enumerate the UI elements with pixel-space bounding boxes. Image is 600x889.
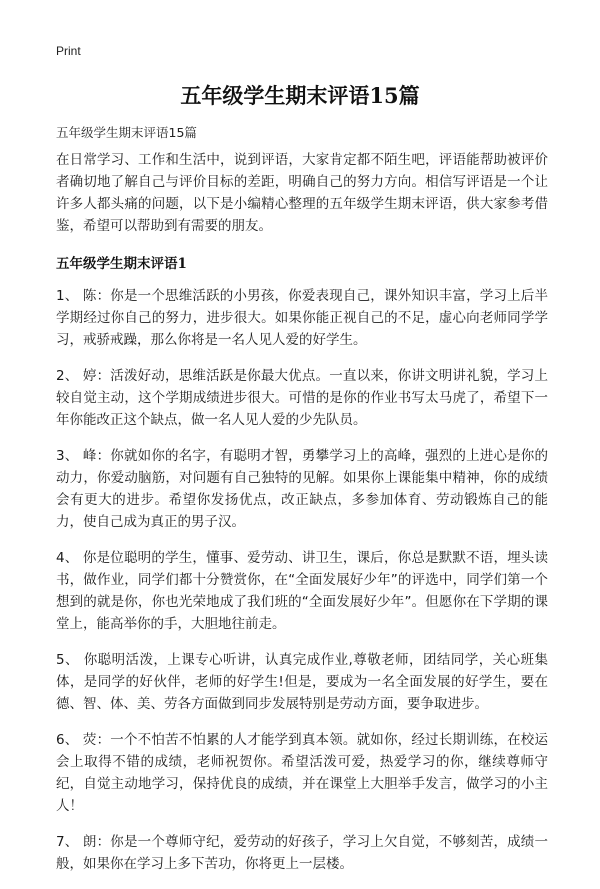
- comment-paragraph-5: 5、 你聪明活泼，上课专心听讲，认真完成作业,尊敬老师，团结同学，关心班集体，是同学的好伙伴，老师的好学生!但是，要成为一名全面发展的好学生，要在德、智、体、美、劳各方面做到同步发展特别是劳动方面，要争取进步。: [56, 652, 548, 712]
- comment-paragraph-6: 6、 荧：一个不怕苦不怕累的人才能学到真本领。就如你，经过长期训练，在校运会上取得不错的成绩，老师祝贺你。希望活泼可爱，热爱学习的你，继续尊师守纪，自觉主动地学习，保持优良的成绩，并在课堂上大胆举手发言，做学习的小主人！: [56, 732, 548, 814]
- document-body: [56, 149, 548, 889]
- intro-paragraph: 在日常学习、工作和生活中，说到评语，大家肯定都不陌生吧，评语能帮助被评价者确切地了解自己与评价目标的差距，明确自己的努力方向。相信写评语是一个让许多人都头痛的问题，以下是小编精心整理的五年级学生期末评语，供大家参考借鉴，希望可以帮助到有需要的朋友。: [56, 152, 548, 234]
- print-link[interactable]: Print: [56, 44, 81, 58]
- comment-paragraph-2: 2、 婷：活泼好动，思维活跃是你最大优点。一直以来，你讲文明讲礼貌，学习上较自觉主动，这个学期成绩进步很大。可惜的是你的作业书写太马虎了，希望下一年你能改正这个缺点，做一名人见人爱的少先队员。: [56, 368, 548, 428]
- comment-paragraph-1: 1、 陈：你是一个思维活跃的小男孩，你爱表现自己，课外知识丰富，学习上后半学期经过你自己的努力，进步很大。如果你能正视自己的不足，虚心向老师同学学习，戒骄戒躁，那么你将是一名人见人爱的好学生。: [56, 288, 548, 348]
- comment-paragraph-4: 4、 你是位聪明的学生，懂事、爱劳动、讲卫生，课后，你总是默默不语，埋头读书，做作业，同学们都十分赞赏你，在“全面发展好少年”的评选中，同学们第一个想到的就是你，你也光荣地成了我们班的“全面发展好少年”。但愿你在下学期的课堂上，能高举你的手，大胆地往前走。: [56, 550, 548, 632]
- page-title: 五年级学生期末评语15篇: [180, 83, 420, 108]
- page-subtitle: 五年级学生期末评语15篇: [56, 125, 197, 140]
- comment-paragraph-3: 3、 峰：你就如你的名字，有聪明才智，勇攀学习上的高峰，强烈的上进心是你的动力，你爱动脑筋，对问题有自己独特的见解。如果你上课能集中精神，你的成绩会有更大的进步。希望你发扬优点，改正缺点，多参加体育、劳动锻炼自己的能力，使自己成为真正的男子汉。: [56, 448, 548, 530]
- comment-paragraph-7: 7、 朗：你是一个尊师守纪，爱劳动的好孩子，学习上欠自觉，不够刻苦，成绩一般，如果你在学习上多下苦功，你将更上一层楼。: [56, 834, 548, 872]
- section-heading: 五年级学生期末评语1: [56, 256, 187, 272]
